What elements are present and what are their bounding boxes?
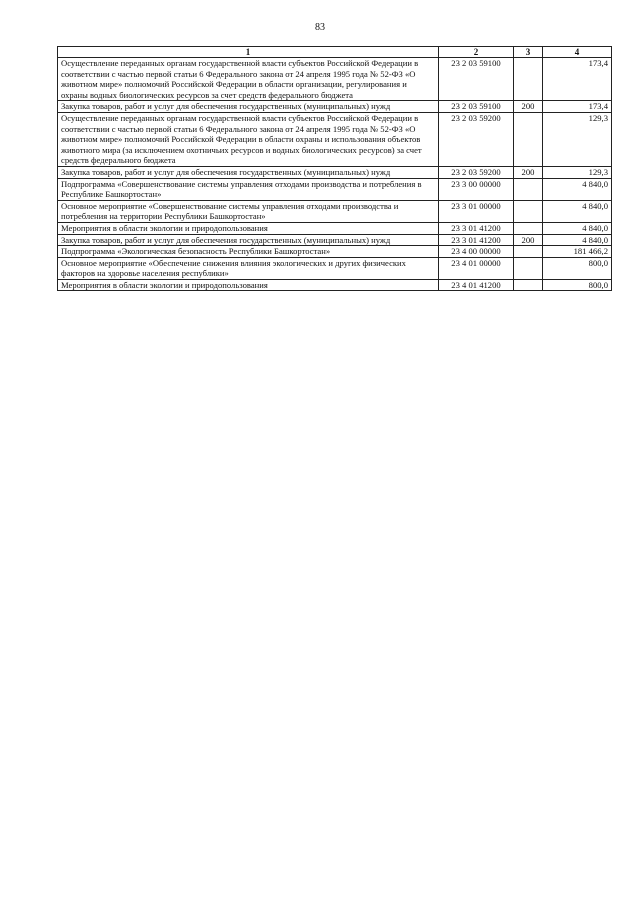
row-type-cell: 200: [514, 234, 543, 246]
table-header-row: [58, 47, 612, 58]
row-amount-cell: 4 840,0: [543, 222, 612, 234]
page-number: 83: [315, 22, 325, 33]
row-amount-cell: 173,4: [543, 101, 612, 113]
column-header-4: 4: [543, 47, 612, 58]
row-code-cell: 23 2 03 59200: [439, 166, 514, 178]
table-row: [58, 112, 612, 166]
row-type-cell: 200: [514, 166, 543, 178]
row-name-cell: Основное мероприятие «Обеспечение снижения влияния экологических и других физических факторов на здоровье населения республики»: [58, 257, 439, 279]
row-name-cell: Закупка товаров, работ и услуг для обеспечения государственных (муниципальных) нужд: [58, 234, 439, 246]
row-code-cell: 23 3 01 41200: [439, 222, 514, 234]
row-code-cell: 23 2 03 59100: [439, 58, 514, 101]
row-code-cell: 23 4 01 41200: [439, 279, 514, 291]
table-row: [58, 166, 612, 178]
row-type-cell: [514, 257, 543, 279]
row-type-cell: [514, 178, 543, 200]
row-name-cell: Закупка товаров, работ и услуг для обеспечения государственных (муниципальных) нужд: [58, 101, 439, 113]
row-amount-cell: 173,4: [543, 58, 612, 101]
table-row: [58, 257, 612, 279]
row-name-cell: Подпрограмма «Экологическая безопасность Республики Башкортостан»: [58, 246, 439, 258]
row-name-cell: Мероприятия в области экологии и природопользования: [58, 279, 439, 291]
row-amount-cell: 129,3: [543, 112, 612, 166]
budget-table: [57, 46, 612, 291]
row-type-cell: [514, 58, 543, 101]
table-row: [58, 279, 612, 291]
row-type-cell: [514, 279, 543, 291]
table-row: [58, 222, 612, 234]
row-amount-cell: 4 840,0: [543, 234, 612, 246]
row-code-cell: 23 3 01 00000: [439, 200, 514, 222]
table-row: [58, 200, 612, 222]
row-amount-cell: 4 840,0: [543, 200, 612, 222]
row-type-cell: [514, 222, 543, 234]
row-amount-cell: 129,3: [543, 166, 612, 178]
row-code-cell: 23 2 03 59200: [439, 112, 514, 166]
row-code-cell: 23 2 03 59100: [439, 101, 514, 113]
row-amount-cell: 800,0: [543, 279, 612, 291]
row-code-cell: 23 3 01 41200: [439, 234, 514, 246]
row-amount-cell: 800,0: [543, 257, 612, 279]
row-type-cell: [514, 246, 543, 258]
column-header-1: 1: [58, 47, 439, 58]
row-code-cell: 23 4 01 00000: [439, 257, 514, 279]
table-row: [58, 58, 612, 101]
row-amount-cell: 4 840,0: [543, 178, 612, 200]
row-type-cell: 200: [514, 101, 543, 113]
row-code-cell: 23 3 00 00000: [439, 178, 514, 200]
table-row: [58, 178, 612, 200]
table-row: [58, 101, 612, 113]
row-type-cell: [514, 200, 543, 222]
table-row: [58, 234, 612, 246]
row-name-cell: Закупка товаров, работ и услуг для обеспечения государственных (муниципальных) нужд: [58, 166, 439, 178]
column-header-2: 2: [439, 47, 514, 58]
row-name-cell: Подпрограмма «Совершенствование системы управления отходами производства и потребления в Республике Башкортостан»: [58, 178, 439, 200]
row-amount-cell: 181 466,2: [543, 246, 612, 258]
row-name-cell: Мероприятия в области экологии и природопользования: [58, 222, 439, 234]
column-header-3: 3: [514, 47, 543, 58]
row-name-cell: Основное мероприятие «Совершенствование системы управления отходами производства и потребления на территории Республики Башкортостан»: [58, 200, 439, 222]
row-name-cell: Осуществление переданных органам государственной власти субъектов Российской Федерации в соответствии с частью первой статьи 6 Федерального закона от 24 апреля 1995 года № 52-ФЗ «О животном мире» полномочий Российской Федерации в области охраны и использования объектов животного мира (за исключением охотничьих ресурсов и водных биологических ресурсов) за счет средств федерального бюджета: [58, 112, 439, 166]
table-row: [58, 246, 612, 258]
row-type-cell: [514, 112, 543, 166]
row-code-cell: 23 4 00 00000: [439, 246, 514, 258]
row-name-cell: Осуществление переданных органам государственной власти субъектов Российской Федерации в соответствии с частью первой статьи 6 Федерального закона от 24 апреля 1995 года № 52-ФЗ «О животном мире» полномочий Российской Федерации в области организации, регулирования и охраны водных биологических ресурсов за счет средств федерального бюджета: [58, 58, 439, 101]
